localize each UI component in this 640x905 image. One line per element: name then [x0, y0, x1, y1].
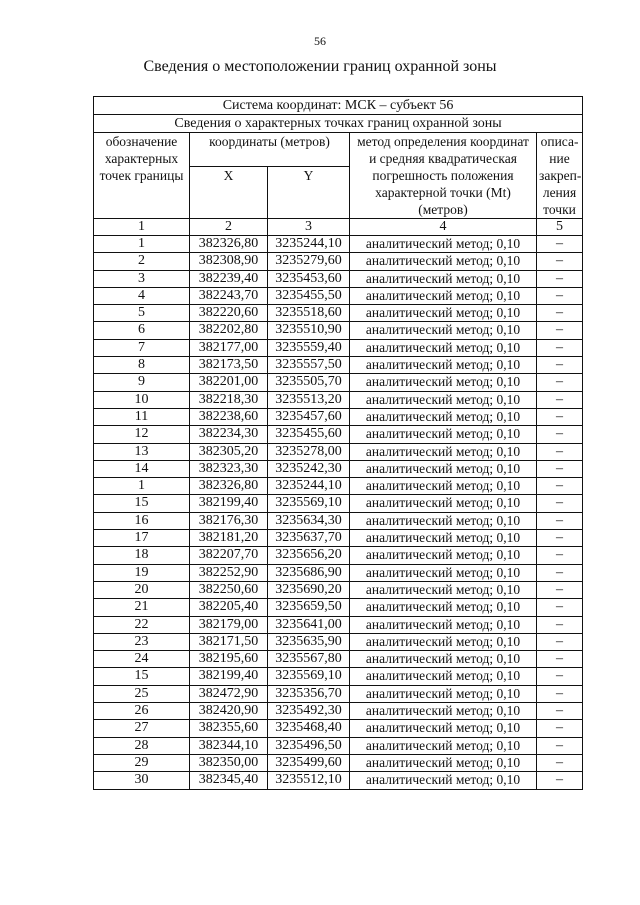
cell-description: – [537, 443, 583, 460]
cell-method: аналитический метод; 0,10 [350, 754, 537, 771]
cell-y-coordinate: 3235279,60 [268, 253, 350, 270]
cell-x-coordinate: 382420,90 [190, 703, 268, 720]
cell-y-coordinate: 3235244,10 [268, 236, 350, 253]
cell-y-coordinate: 3235505,70 [268, 374, 350, 391]
cell-method: аналитический метод; 0,10 [350, 616, 537, 633]
cell-method: аналитический метод; 0,10 [350, 512, 537, 529]
cell-point-name: 26 [94, 703, 190, 720]
cell-method: аналитический метод; 0,10 [350, 564, 537, 581]
cell-x-coordinate: 382355,60 [190, 720, 268, 737]
cell-point-name: 30 [94, 772, 190, 789]
cell-y-coordinate: 3235567,80 [268, 651, 350, 668]
cell-y-coordinate: 3235634,30 [268, 512, 350, 529]
cell-method: аналитический метод; 0,10 [350, 253, 537, 270]
cell-method: аналитический метод; 0,10 [350, 443, 537, 460]
cell-y-coordinate: 3235499,60 [268, 754, 350, 771]
cell-description: – [537, 530, 583, 547]
cell-method: аналитический метод; 0,10 [350, 460, 537, 477]
cell-method: аналитический метод; 0,10 [350, 495, 537, 512]
cell-y-coordinate: 3235453,60 [268, 270, 350, 287]
cell-description: – [537, 616, 583, 633]
cell-method: аналитический метод; 0,10 [350, 547, 537, 564]
header-description: описа-ние закреп-ления точки [537, 133, 583, 219]
cell-method: аналитический метод; 0,10 [350, 737, 537, 754]
cell-x-coordinate: 382171,50 [190, 633, 268, 650]
cell-y-coordinate: 3235278,00 [268, 443, 350, 460]
table-row [94, 495, 583, 512]
table-row [94, 253, 583, 270]
cell-point-name: 9 [94, 374, 190, 391]
table-row [94, 703, 583, 720]
cell-point-name: 18 [94, 547, 190, 564]
header-point-name: обозначение характерных точек границы [94, 133, 190, 219]
cell-x-coordinate: 382472,90 [190, 685, 268, 702]
table-row [94, 478, 583, 495]
cell-x-coordinate: 382234,30 [190, 426, 268, 443]
cell-method: аналитический метод; 0,10 [350, 633, 537, 650]
cell-description: – [537, 374, 583, 391]
cell-y-coordinate: 3235492,30 [268, 703, 350, 720]
cell-method: аналитический метод; 0,10 [350, 478, 537, 495]
table-row [94, 270, 583, 287]
cell-y-coordinate: 3235569,10 [268, 668, 350, 685]
table-row [94, 685, 583, 702]
cell-point-name: 15 [94, 495, 190, 512]
cell-description: – [537, 408, 583, 425]
cell-method: аналитический метод; 0,10 [350, 287, 537, 304]
coordinate-system-title: Система координат: МСК – субъект 56 [94, 97, 583, 115]
table-subtitle: Сведения о характерных точках границ охранной зоны [94, 115, 583, 133]
cell-description: – [537, 512, 583, 529]
cell-description: – [537, 495, 583, 512]
cell-point-name: 17 [94, 530, 190, 547]
cell-point-name: 10 [94, 391, 190, 408]
cell-description: – [537, 236, 583, 253]
column-number: 2 [190, 219, 268, 236]
cell-y-coordinate: 3235690,20 [268, 581, 350, 598]
cell-point-name: 11 [94, 408, 190, 425]
cell-point-name: 16 [94, 512, 190, 529]
table-row [94, 408, 583, 425]
cell-x-coordinate: 382199,40 [190, 495, 268, 512]
cell-y-coordinate: 3235559,40 [268, 339, 350, 356]
cell-point-name: 29 [94, 754, 190, 771]
page-number: 56 [314, 34, 326, 48]
cell-point-name: 6 [94, 322, 190, 339]
cell-method: аналитический метод; 0,10 [350, 720, 537, 737]
column-number: 4 [350, 219, 537, 236]
cell-description: – [537, 339, 583, 356]
cell-description: – [537, 460, 583, 477]
cell-description: – [537, 581, 583, 598]
table-row [94, 236, 583, 253]
cell-method: аналитический метод; 0,10 [350, 322, 537, 339]
cell-point-name: 2 [94, 253, 190, 270]
cell-x-coordinate: 382179,00 [190, 616, 268, 633]
table-row [94, 287, 583, 304]
table-row [94, 426, 583, 443]
column-number: 1 [94, 219, 190, 236]
table-row [94, 339, 583, 356]
cell-x-coordinate: 382350,00 [190, 754, 268, 771]
cell-point-name: 27 [94, 720, 190, 737]
table-row [94, 668, 583, 685]
cell-description: – [537, 685, 583, 702]
cell-x-coordinate: 382345,40 [190, 772, 268, 789]
cell-description: – [537, 305, 583, 322]
column-number: 5 [537, 219, 583, 236]
cell-point-name: 8 [94, 357, 190, 374]
table-row [94, 720, 583, 737]
cell-method: аналитический метод; 0,10 [350, 391, 537, 408]
cell-y-coordinate: 3235569,10 [268, 495, 350, 512]
cell-description: – [537, 703, 583, 720]
table-row [94, 305, 583, 322]
cell-description: – [537, 651, 583, 668]
cell-x-coordinate: 382323,30 [190, 460, 268, 477]
cell-x-coordinate: 382218,30 [190, 391, 268, 408]
cell-description: – [537, 426, 583, 443]
cell-method: аналитический метод; 0,10 [350, 236, 537, 253]
cell-x-coordinate: 382176,30 [190, 512, 268, 529]
table-row [94, 581, 583, 598]
cell-method: аналитический метод; 0,10 [350, 703, 537, 720]
cell-x-coordinate: 382250,60 [190, 581, 268, 598]
cell-point-name: 21 [94, 599, 190, 616]
cell-x-coordinate: 382344,10 [190, 737, 268, 754]
cell-point-name: 1 [94, 478, 190, 495]
cell-method: аналитический метод; 0,10 [350, 599, 537, 616]
table-row [94, 443, 583, 460]
cell-point-name: 25 [94, 685, 190, 702]
cell-description: – [537, 737, 583, 754]
cell-description: – [537, 357, 583, 374]
cell-method: аналитический метод; 0,10 [350, 772, 537, 789]
cell-y-coordinate: 3235457,60 [268, 408, 350, 425]
cell-description: – [537, 668, 583, 685]
header-y: Y [268, 167, 350, 219]
cell-x-coordinate: 382305,20 [190, 443, 268, 460]
table-row [94, 616, 583, 633]
table-row [94, 599, 583, 616]
document-title: Сведения о местоположении границ охранной зоны [143, 58, 497, 75]
cell-description: – [537, 599, 583, 616]
cell-point-name: 7 [94, 339, 190, 356]
cell-description: – [537, 754, 583, 771]
cell-y-coordinate: 3235496,50 [268, 737, 350, 754]
boundary-points-table [93, 96, 583, 790]
cell-point-name: 22 [94, 616, 190, 633]
table-row [94, 564, 583, 581]
cell-description: – [537, 564, 583, 581]
cell-y-coordinate: 3235468,40 [268, 720, 350, 737]
cell-y-coordinate: 3235659,50 [268, 599, 350, 616]
table-row [94, 651, 583, 668]
cell-x-coordinate: 382201,00 [190, 374, 268, 391]
cell-y-coordinate: 3235656,20 [268, 547, 350, 564]
cell-point-name: 12 [94, 426, 190, 443]
cell-description: – [537, 772, 583, 789]
cell-point-name: 23 [94, 633, 190, 650]
header-x: X [190, 167, 268, 219]
cell-method: аналитический метод; 0,10 [350, 270, 537, 287]
table-row [94, 512, 583, 529]
header-coordinates: координаты (метров) [190, 133, 350, 167]
cell-y-coordinate: 3235686,90 [268, 564, 350, 581]
cell-point-name: 3 [94, 270, 190, 287]
cell-y-coordinate: 3235455,50 [268, 287, 350, 304]
cell-method: аналитический метод; 0,10 [350, 408, 537, 425]
cell-x-coordinate: 382238,60 [190, 408, 268, 425]
cell-method: аналитический метод; 0,10 [350, 357, 537, 374]
cell-y-coordinate: 3235512,10 [268, 772, 350, 789]
cell-x-coordinate: 382181,20 [190, 530, 268, 547]
cell-method: аналитический метод; 0,10 [350, 530, 537, 547]
cell-description: – [537, 287, 583, 304]
cell-point-name: 13 [94, 443, 190, 460]
cell-method: аналитический метод; 0,10 [350, 426, 537, 443]
table-row [94, 374, 583, 391]
cell-x-coordinate: 382326,80 [190, 236, 268, 253]
cell-y-coordinate: 3235242,30 [268, 460, 350, 477]
cell-x-coordinate: 382173,50 [190, 357, 268, 374]
cell-x-coordinate: 382207,70 [190, 547, 268, 564]
cell-description: – [537, 253, 583, 270]
table-row [94, 633, 583, 650]
cell-method: аналитический метод; 0,10 [350, 668, 537, 685]
cell-x-coordinate: 382202,80 [190, 322, 268, 339]
cell-point-name: 4 [94, 287, 190, 304]
cell-x-coordinate: 382199,40 [190, 668, 268, 685]
cell-x-coordinate: 382243,70 [190, 287, 268, 304]
cell-point-name: 19 [94, 564, 190, 581]
cell-x-coordinate: 382220,60 [190, 305, 268, 322]
cell-point-name: 15 [94, 668, 190, 685]
cell-point-name: 20 [94, 581, 190, 598]
table-row [94, 391, 583, 408]
cell-y-coordinate: 3235455,60 [268, 426, 350, 443]
table-row [94, 754, 583, 771]
cell-y-coordinate: 3235635,90 [268, 633, 350, 650]
cell-point-name: 1 [94, 236, 190, 253]
cell-method: аналитический метод; 0,10 [350, 374, 537, 391]
cell-method: аналитический метод; 0,10 [350, 305, 537, 322]
cell-method: аналитический метод; 0,10 [350, 581, 537, 598]
cell-description: – [537, 720, 583, 737]
cell-y-coordinate: 3235513,20 [268, 391, 350, 408]
table-row [94, 530, 583, 547]
cell-point-name: 5 [94, 305, 190, 322]
cell-method: аналитический метод; 0,10 [350, 685, 537, 702]
cell-x-coordinate: 382195,60 [190, 651, 268, 668]
table-row [94, 772, 583, 789]
table-row [94, 547, 583, 564]
cell-y-coordinate: 3235510,90 [268, 322, 350, 339]
cell-method: аналитический метод; 0,10 [350, 339, 537, 356]
table-row [94, 357, 583, 374]
cell-x-coordinate: 382205,40 [190, 599, 268, 616]
cell-method: аналитический метод; 0,10 [350, 651, 537, 668]
cell-x-coordinate: 382308,90 [190, 253, 268, 270]
cell-description: – [537, 633, 583, 650]
cell-description: – [537, 547, 583, 564]
cell-x-coordinate: 382239,40 [190, 270, 268, 287]
cell-y-coordinate: 3235356,70 [268, 685, 350, 702]
cell-x-coordinate: 382252,90 [190, 564, 268, 581]
header-method: метод определения координат и средняя квадратическая погрешность положения характерной точки (Mt) (метров) [350, 133, 537, 219]
cell-y-coordinate: 3235557,50 [268, 357, 350, 374]
cell-y-coordinate: 3235641,00 [268, 616, 350, 633]
cell-y-coordinate: 3235518,60 [268, 305, 350, 322]
cell-x-coordinate: 382177,00 [190, 339, 268, 356]
cell-description: – [537, 391, 583, 408]
column-number: 3 [268, 219, 350, 236]
table-row [94, 322, 583, 339]
cell-point-name: 24 [94, 651, 190, 668]
cell-description: – [537, 322, 583, 339]
table-row [94, 737, 583, 754]
table-row [94, 460, 583, 477]
cell-point-name: 28 [94, 737, 190, 754]
cell-point-name: 14 [94, 460, 190, 477]
cell-y-coordinate: 3235244,10 [268, 478, 350, 495]
cell-y-coordinate: 3235637,70 [268, 530, 350, 547]
cell-description: – [537, 478, 583, 495]
cell-x-coordinate: 382326,80 [190, 478, 268, 495]
cell-description: – [537, 270, 583, 287]
